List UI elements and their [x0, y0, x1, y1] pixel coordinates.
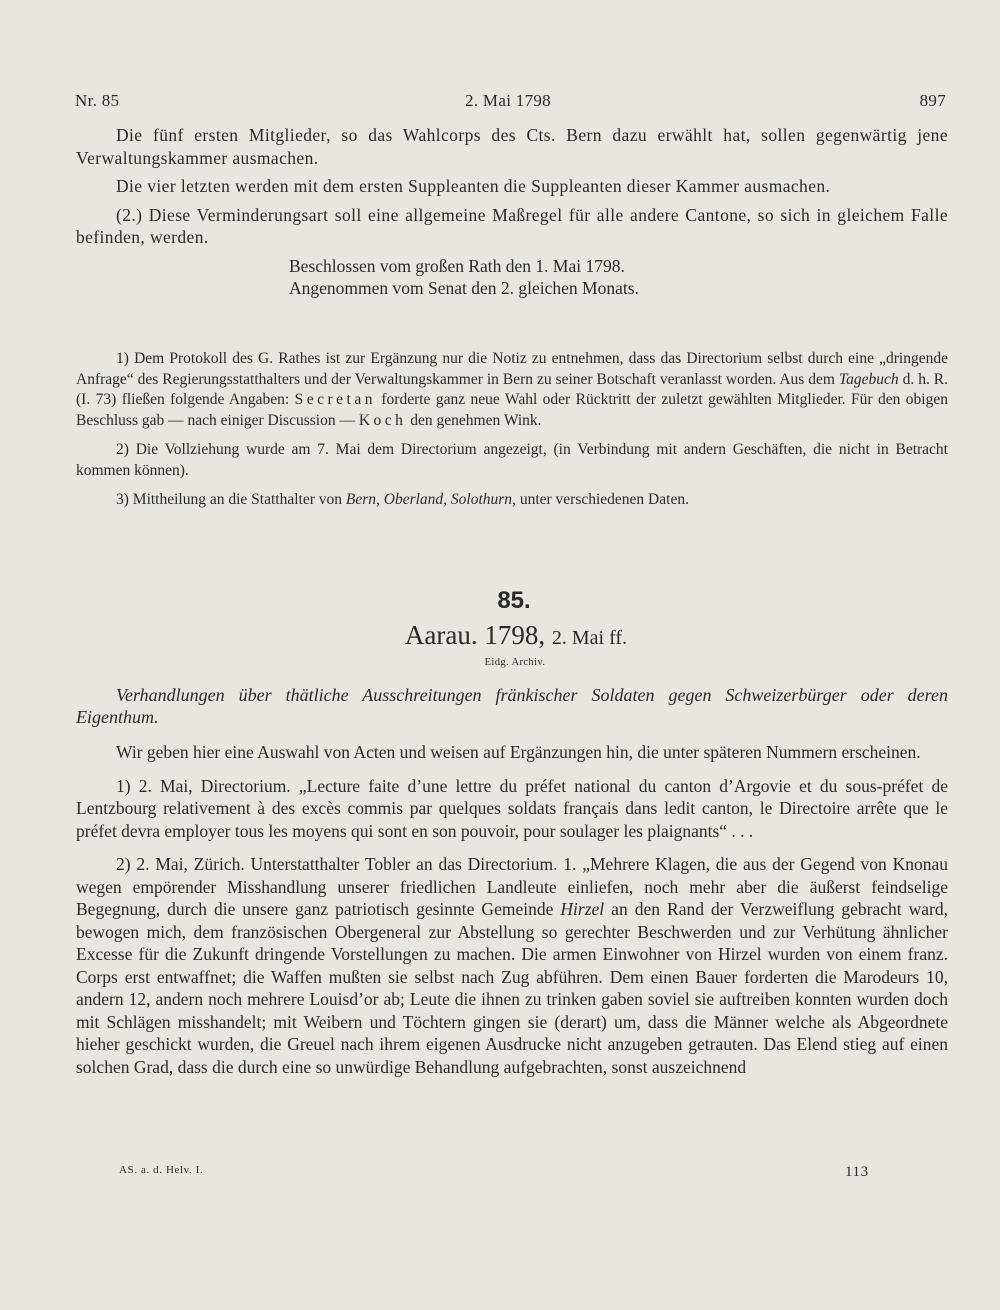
header-date: 2. Mai 1798	[465, 91, 551, 110]
paragraph-reduction: (2.) Diese Verminderungsart soll eine allgemeine Maßregel für alle andere Cantone, so sich in gleichem Falle befinden, werden.	[76, 204, 948, 247]
note-1-secretan: Secretan	[294, 391, 376, 408]
accepted-line: Angenommen vom Senat den 2. gleichen Monats.	[289, 278, 639, 298]
resolved-line: Beschlossen vom großen Rath den 1. Mai 1798.	[289, 255, 625, 276]
note-1-text-c: forderte ganz neue Wahl oder Rücktritt der zuletzt gewählten Mitglieder. Für den obigen Beschluss gab — nach einiger Discussion —	[76, 391, 948, 429]
top-section	[76, 124, 948, 300]
note-2: 2) Die Vollziehung wurde am 7. Mai dem Directorium angezeigt, (in Verbindung mit andern Geschäften, die nicht in Betracht kommen können).	[76, 441, 948, 479]
paragraph-members: Die fünf ersten Mitglieder, so das Wahlcorps des Cts. Bern dazu erwählt hat, sollen gegenwärtig jene Verwaltungskammer ausmachen.	[76, 125, 948, 168]
note-3-text-a: 3) Mittheilung an die Statthalter von	[116, 491, 346, 508]
note-1-text-a: 1) Dem Protokoll des G. Rathes ist zur Ergänzung nur die Notiz zu entnehmen, dass das Directorium selbst durch eine „dringende Anfrage“ des Regierungsstatthalters und der Verwaltungskammer in Bern zu seiner Botschaft veranlasst worden. Aus dem	[76, 350, 948, 388]
note-3-text-b: unter verschiedenen Daten.	[515, 491, 689, 508]
note-1-tagebuch: Tagebuch	[838, 370, 899, 388]
note-1	[76, 349, 948, 431]
item-1-paragraph: 1) 2. Mai, Directorium. „Lecture faite d’une lettre du préfet national du canton d’Argovie et du sous-préfet de Lentzbourg relativement à des excès commis par quelques soldats français dans ledit canton, le Directoire arrête que le préfet devra employer tous les moyens qui sont en son pouvoir, pour soulager les plaignants“ . . .	[76, 775, 948, 841]
item-2-text-b: an den Rand der Verzweiflung gebracht ward, bewogen mich, dem französischen Obergeneral zur Abstellung so gerechter Beschwerden und zur Verhütung ähnlicher Excesse für die Zukunft dringende Vorstellungen zu machen. Die armen Einwohner von Hirzel wurden von einem franz. Corps erst entwaffnet; die Waffen mußten sie selbst nach Zug abführen. Dem einen Bauer forderten die Marodeurs 10, andern 12, andern noch mehrere Louisd’or ab; Leute die ihnen zu trinken gaben soviel sie auftreiben konnten wurden doch mit Schlägen misshandelt; mit Weibern und Töchtern gingen sie (derart) um, dass die Männer welche als Abgeordnete hieher geschickt wurden, die Greuel nach ihrem eigenen Ausdrucke nicht anzugeben getrauten. Das Elend stieg auf einen solchen Grad, dass die durch eine so unwürdige Behandlung aufgebrachten, sonst auszeichnend	[76, 899, 948, 1077]
item-2-hirzel: Hirzel	[560, 899, 605, 919]
note-3	[76, 490, 948, 511]
paragraph-last-four: Die vier letzten werden mit dem ersten Suppleanten die Suppleanten dieser Kammer ausmachen.	[116, 176, 831, 196]
item-2-paragraph	[76, 853, 948, 1078]
section-subtitle-block	[76, 684, 948, 728]
header-page-number: 897	[919, 91, 946, 110]
main-section	[76, 741, 948, 1078]
section-title-date: 2. Mai ff.	[551, 627, 628, 649]
note-1-text-b: d. h. R. (I. 73) fließen folgende Angaben:	[76, 370, 948, 408]
note-1-koch: Koch	[358, 411, 407, 429]
section-number: 85.	[497, 587, 531, 614]
archive-source: Eidg. Archiv.	[484, 657, 546, 668]
footer-signature: AS. a. d. Helv. I.	[119, 1164, 204, 1176]
note-3-places: Bern, Oberland, Solothurn,	[345, 491, 516, 508]
item-2-text-a: 2) 2. Mai, Zürich. Unterstatthalter Tobler an das Directorium. 1. „Mehrere Klagen, die aus der Gegend von Knonau wegen empörender Misshandlung unserer friedlichen Landleute einliefen, noch mehr aber die äußerst feindselige Begegnung, durch die unsere ganz patriotisch gesinnte Gemeinde	[76, 854, 948, 919]
header-document-number: Nr. 85	[75, 91, 120, 110]
section-subtitle: Verhandlungen über thätliche Ausschreitungen fränkischer Soldaten gegen Schweizerbürger oder deren Eigenthum.	[76, 685, 948, 727]
note-1-text-d: den genehmen Wink.	[406, 411, 542, 429]
notes-section	[76, 349, 948, 511]
footer-sheet-number: 113	[845, 1164, 869, 1180]
section-title-main: Aarau. 1798,	[404, 620, 546, 650]
section-title	[0, 620, 1000, 651]
intro-paragraph: Wir geben hier eine Auswahl von Acten und weisen auf Ergänzungen hin, die unter späteren Nummern erscheinen.	[116, 742, 921, 762]
